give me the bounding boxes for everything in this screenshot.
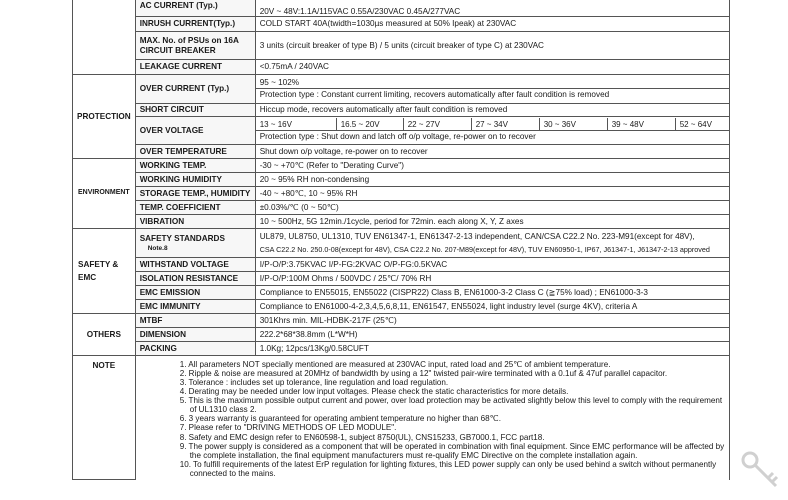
over-temp-value: Shut down o/p voltage, re-power on to recover <box>255 145 729 159</box>
vibration-label: VIBRATION <box>135 215 255 229</box>
spec-table <box>72 0 730 480</box>
ov-range: 16.5 ~ 20V <box>336 118 403 131</box>
category-input <box>73 0 136 75</box>
working-humidity-label: WORKING HUMIDITY <box>135 173 255 187</box>
temp-coeff-label: TEMP. COEFFICIENT <box>135 201 255 215</box>
note-item: 3. Tolerance : includes set up tolerance, line regulation and load regulation. <box>179 378 449 388</box>
safety-standards-line2: CSA C22.2 No. 250.0-08(except for 48V), CSA C22.2 No. 207-M89(except for 48V), TUV EN60950-1, IP67, J61347-1, J61347-2-13 approved <box>259 244 710 254</box>
note-category: NOTE <box>73 356 136 480</box>
protection-category: PROTECTION <box>73 75 136 159</box>
mtbf-value: 301Khrs min. MIL-HDBK-217F (25℃) <box>255 314 729 328</box>
short-circuit-value: Hiccup mode, recovers automatically after fault condition is removed <box>255 104 729 117</box>
note-item: 5. This is the maximum possible output current and power, over load protection may be activated slightly below this level to comply with the requirement of UL1310 class 2. <box>179 396 723 415</box>
working-humidity-value: 20 ~ 95% RH non-condensing <box>255 173 729 187</box>
temp-coeff-value: ±0.03%/℃ (0 ~ 50℃) <box>255 201 729 215</box>
immunity-value: Compliance to EN61000-4-2,3,4,5,6,8,11, EN61547, EN55024, light industry level (surge 4KV), criteria A <box>255 300 729 314</box>
others-category: OTHERS <box>73 314 136 356</box>
packing-label: PACKING <box>135 342 255 356</box>
over-current-range: 95 ~ 102% <box>259 78 300 88</box>
ov-range: 52 ~ 64V <box>679 119 712 129</box>
note-item: 10. To fulfill requirements of the latest ErP regulation for lighting fixtures, this LED power supply can only be used behind a switch without permanently connected to the mains. <box>179 459 717 478</box>
note-item: 4. Derating may be needed under low input voltages. Please check the static characteristics for more details. <box>179 387 569 397</box>
ac-current-value: 20V ~ 48V:1.1A/115VAC 0.55A/230VAC 0.45A/277VAC <box>255 0 729 17</box>
note-item: 9. The power supply is considered as a component that will be operated in combination with final equipment. Since EMC performance will be affected by the complete installation, the final equipment manufacturers must re-qualify EMC Directive on the complete installation again. <box>179 441 725 460</box>
over-current-value <box>255 75 729 104</box>
leakage-label: LEAKAGE CURRENT <box>135 60 255 75</box>
storage-label: STORAGE TEMP., HUMIDITY <box>135 187 255 201</box>
leakage-value: <0.75mA / 240VAC <box>255 60 729 75</box>
ac-current-label: AC CURRENT (Typ.) <box>135 0 255 17</box>
note-item: 1. All parameters NOT specially mentioned are measured at 230VAC input, rated load and 25℃ of ambient temperature. <box>179 360 611 369</box>
storage-value: -40 ~ +80℃, 10 ~ 95% RH <box>255 187 729 201</box>
safety-category-line1: SAFETY & <box>78 260 119 270</box>
over-current-label: OVER CURRENT (Typ.) <box>135 75 255 104</box>
isolation-label: ISOLATION RESISTANCE <box>135 272 255 286</box>
immunity-label: EMC IMMUNITY <box>135 300 255 314</box>
note-item: 7. Please refer to "DRIVING METHODS OF LED MODULE". <box>179 423 397 433</box>
working-temp-value: -30 ~ +70℃ (Refer to "Derating Curve") <box>255 159 729 173</box>
ov-range: 27 ~ 34V <box>471 118 539 131</box>
vibration-value: 10 ~ 500Hz, 5G 12min./1cycle, period for 72min. each along X, Y, Z axes <box>255 215 729 229</box>
ov-range: 30 ~ 36V <box>539 118 607 131</box>
inrush-value: COLD START 40A(twidth=1030µs measured at 50% Ipeak) at 230VAC <box>255 17 729 32</box>
emission-label: EMC EMISSION <box>135 286 255 300</box>
mtbf-label: MTBF <box>135 314 255 328</box>
over-temp-label: OVER TEMPERATURE <box>135 145 255 159</box>
safety-category <box>73 229 136 314</box>
over-voltage-label: OVER VOLTAGE <box>135 117 255 145</box>
safety-category-line2: EMC <box>78 272 97 282</box>
note-list <box>176 358 725 478</box>
working-temp-label: WORKING TEMP. <box>135 159 255 173</box>
safety-standards-text: SAFETY STANDARDS <box>139 233 225 243</box>
dimension-label: DIMENSION <box>135 328 255 342</box>
safety-standards-value <box>255 229 729 258</box>
psus-value: 3 units (circuit breaker of type B) / 5 units (circuit breaker of type C) at 230VAC <box>255 32 729 60</box>
over-voltage-value <box>255 117 729 145</box>
short-circuit-label: SHORT CIRCUIT <box>135 104 255 117</box>
note-body <box>135 356 729 480</box>
over-voltage-type: Protection type : Shut down and latch off o/p voltage, re-power on to recover <box>259 132 536 142</box>
key-icon <box>738 448 784 494</box>
inrush-label: INRUSH CURRENT(Typ.) <box>135 17 255 32</box>
dimension-value: 222.2*68*38.8mm (L*W*H) <box>255 328 729 342</box>
emission-value: Compliance to EN55015, EN55022 (CISPR22) Class B, EN61000-3-2 Class C (≧75% load) ; EN61000-3-3 <box>255 286 729 300</box>
note-item: 8. Safety and EMC design refer to EN60598-1, subject 8750(UL), CNS15233, GB7000.1, FCC part18. <box>179 432 545 442</box>
packing-value: 1.0Kg; 12pcs/13Kg/0.58CUFT <box>255 342 729 356</box>
note-item: 2. Ripple & noise are measured at 20MHz of bandwidth by using a 12" twisted pair-wire terminated with a 0.1uf & 47uf parallel capacitor. <box>179 369 668 379</box>
environment-category: ENVIRONMENT <box>73 159 136 229</box>
psus-label: MAX. No. of PSUs on 16A CIRCUIT BREAKER <box>135 32 255 60</box>
ov-range: 22 ~ 27V <box>403 118 471 131</box>
withstand-value: I/P-O/P:3.75KVAC I/P-FG:2KVAC O/P-FG:0.5KVAC <box>255 258 729 272</box>
isolation-value: I/P-O/P:100M Ohms / 500VDC / 25℃/ 70% RH <box>255 272 729 286</box>
safety-standards-label <box>135 229 255 258</box>
note-item: 6. 3 years warranty is guaranteed for operating ambient temperature no higher than 68℃. <box>179 414 502 424</box>
ov-range: 13 ~ 16V <box>256 118 337 131</box>
withstand-label: WITHSTAND VOLTAGE <box>135 258 255 272</box>
safety-note-ref: Note.8 <box>147 244 168 252</box>
safety-standards-line1: UL879, UL8750, UL1310, TUV EN61347-1, EN61347-2-13 independent, CAN/CSA C22.2 No. 223-M91(except for 48V), <box>259 232 695 242</box>
ov-range: 39 ~ 48V <box>607 118 675 131</box>
over-current-type: Protection type : Constant current limiting, recovers automatically after fault condition is removed <box>256 88 729 100</box>
